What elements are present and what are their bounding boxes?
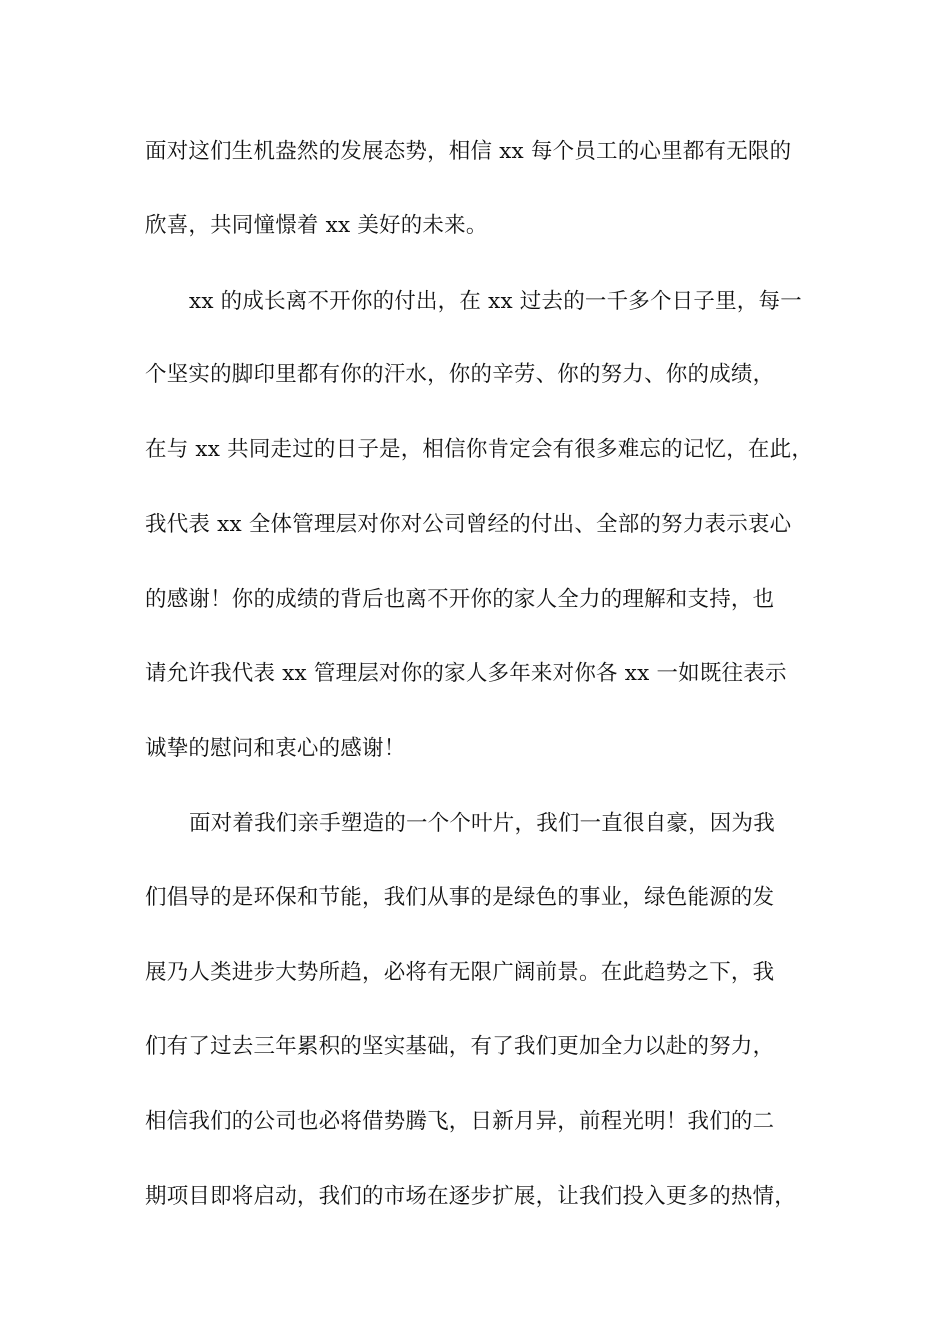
- paragraph-1-line-2: 欣喜，共同憧憬着 xx 美好的未来。: [145, 213, 488, 238]
- paragraph-1-line-1: 面对这们生机盎然的发展态势，相信 xx 每个员工的心里都有无限的: [145, 139, 792, 164]
- paragraph-3-line-5: 相信我们的公司也必将借势腾飞，日新月异，前程光明！我们的二: [145, 1109, 775, 1134]
- paragraph-3-line-2: 们倡导的是环保和节能，我们从事的是绿色的事业，绿色能源的发: [145, 885, 775, 910]
- paragraph-2-line-6: 请允许我代表 xx 管理层对你的家人多年来对你各 xx 一如既往表示: [145, 661, 787, 686]
- paragraph-2-line-2: 个坚实的脚印里都有你的汗水，你的辛劳、你的努力、你的成绩，: [145, 362, 775, 387]
- paragraph-3-line-6: 期项目即将启动，我们的市场在逐步扩展，让我们投入更多的热情，: [145, 1184, 797, 1209]
- paragraph-2-line-7: 诚挚的慰问和衷心的感谢！: [145, 736, 406, 761]
- paragraph-3-line-1: 面对着我们亲手塑造的一个个叶片，我们一直很自豪，因为我: [189, 811, 775, 836]
- paragraph-3-line-3: 展乃人类进步大势所趋，必将有无限广阔前景。在此趋势之下，我: [145, 960, 775, 985]
- paragraph-2-line-3: 在与 xx 共同走过的日子是，相信你肯定会有很多难忘的记忆，在此，: [145, 437, 814, 462]
- paragraph-3-line-4: 们有了过去三年累积的坚实基础，有了我们更加全力以赴的努力，: [145, 1034, 775, 1059]
- paragraph-2-line-4: 我代表 xx 全体管理层对你对公司曾经的付出、全部的努力表示衷心: [145, 512, 792, 537]
- paragraph-2-line-1: xx 的成长离不开你的付出，在 xx 过去的一千多个日子里，每一: [189, 289, 802, 314]
- paragraph-2-line-5: 的感谢！你的成绩的背后也离不开你的家人全力的理解和支持，也: [145, 587, 775, 612]
